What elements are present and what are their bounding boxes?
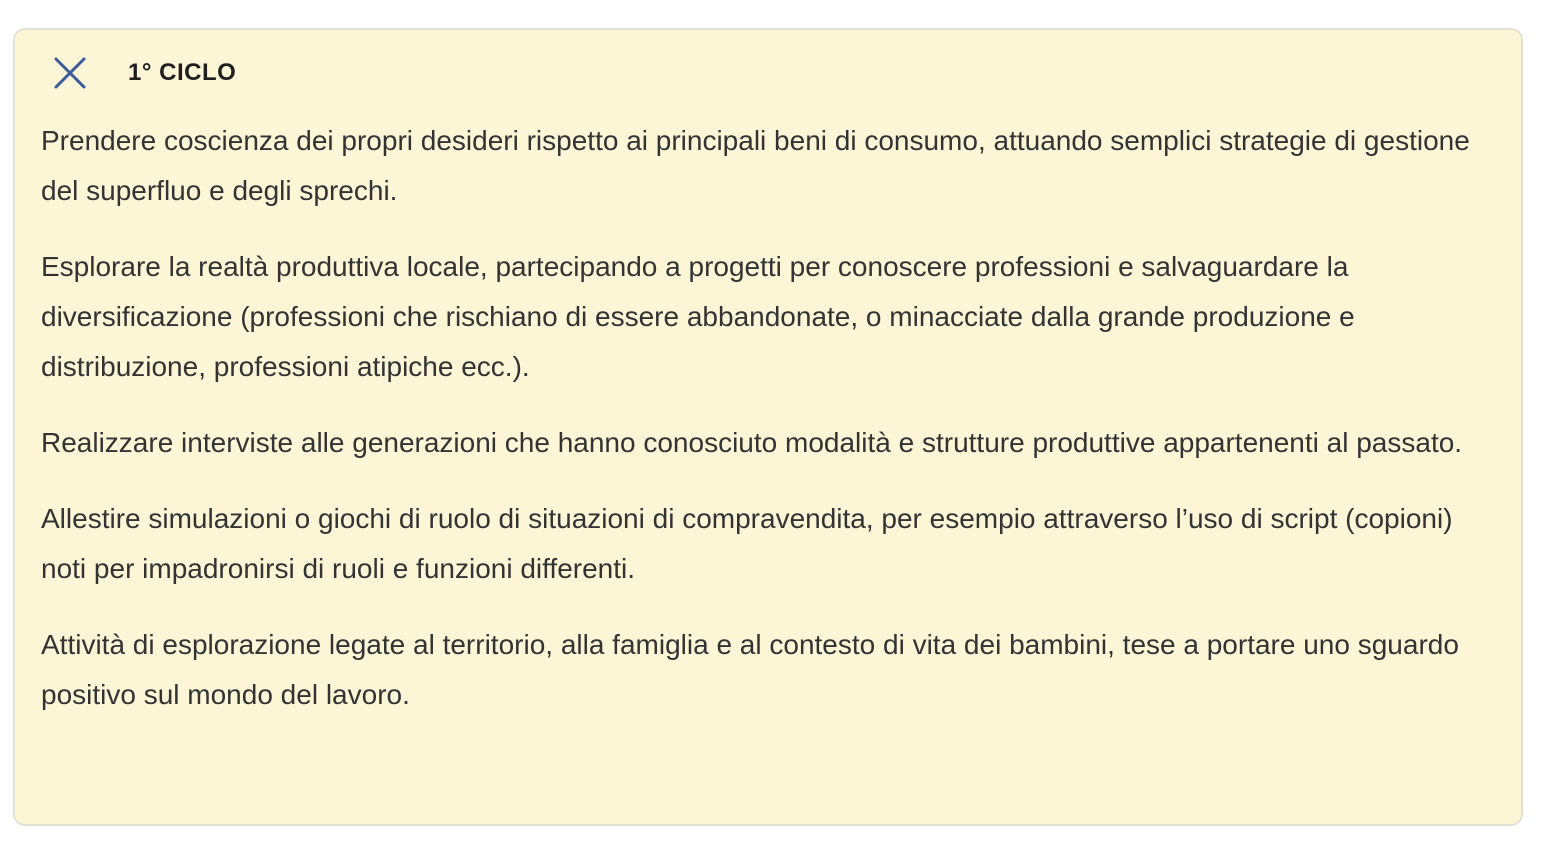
info-panel — [13, 28, 1523, 826]
panel-content — [41, 116, 1501, 746]
panel-header — [15, 30, 1521, 116]
paragraph-2: Esplorare la realtà produttiva locale, partecipando a progetti per conoscere professioni e salvaguardare la diversificazione (professioni che rischiano di essere abbandonate, o minacciate dalla grande produzione e distribuzione, professioni atipiche ecc.). — [41, 251, 1355, 382]
close-button[interactable] — [51, 54, 89, 92]
paragraph-5: Attività di esplorazione legate al territorio, alla famiglia e al contesto di vita dei bambini, tese a portare uno sguardo positivo sul mondo del lavoro. — [41, 629, 1459, 710]
paragraph-1: Prendere coscienza dei propri desideri rispetto ai principali beni di consumo, attuando semplici strategie di gestione del superfluo e degli sprechi. — [41, 125, 1470, 206]
paragraph-4: Allestire simulazioni o giochi di ruolo di situazioni di compravendita, per esempio attraverso l’uso di script (copioni) noti per impadronirsi di ruoli e funzioni differenti. — [41, 503, 1453, 584]
paragraph-3: Realizzare interviste alle generazioni che hanno conosciuto modalità e strutture produttive appartenenti al passato. — [41, 427, 1463, 458]
close-x-icon — [53, 56, 87, 90]
panel-title: 1° CICLO — [128, 59, 237, 86]
